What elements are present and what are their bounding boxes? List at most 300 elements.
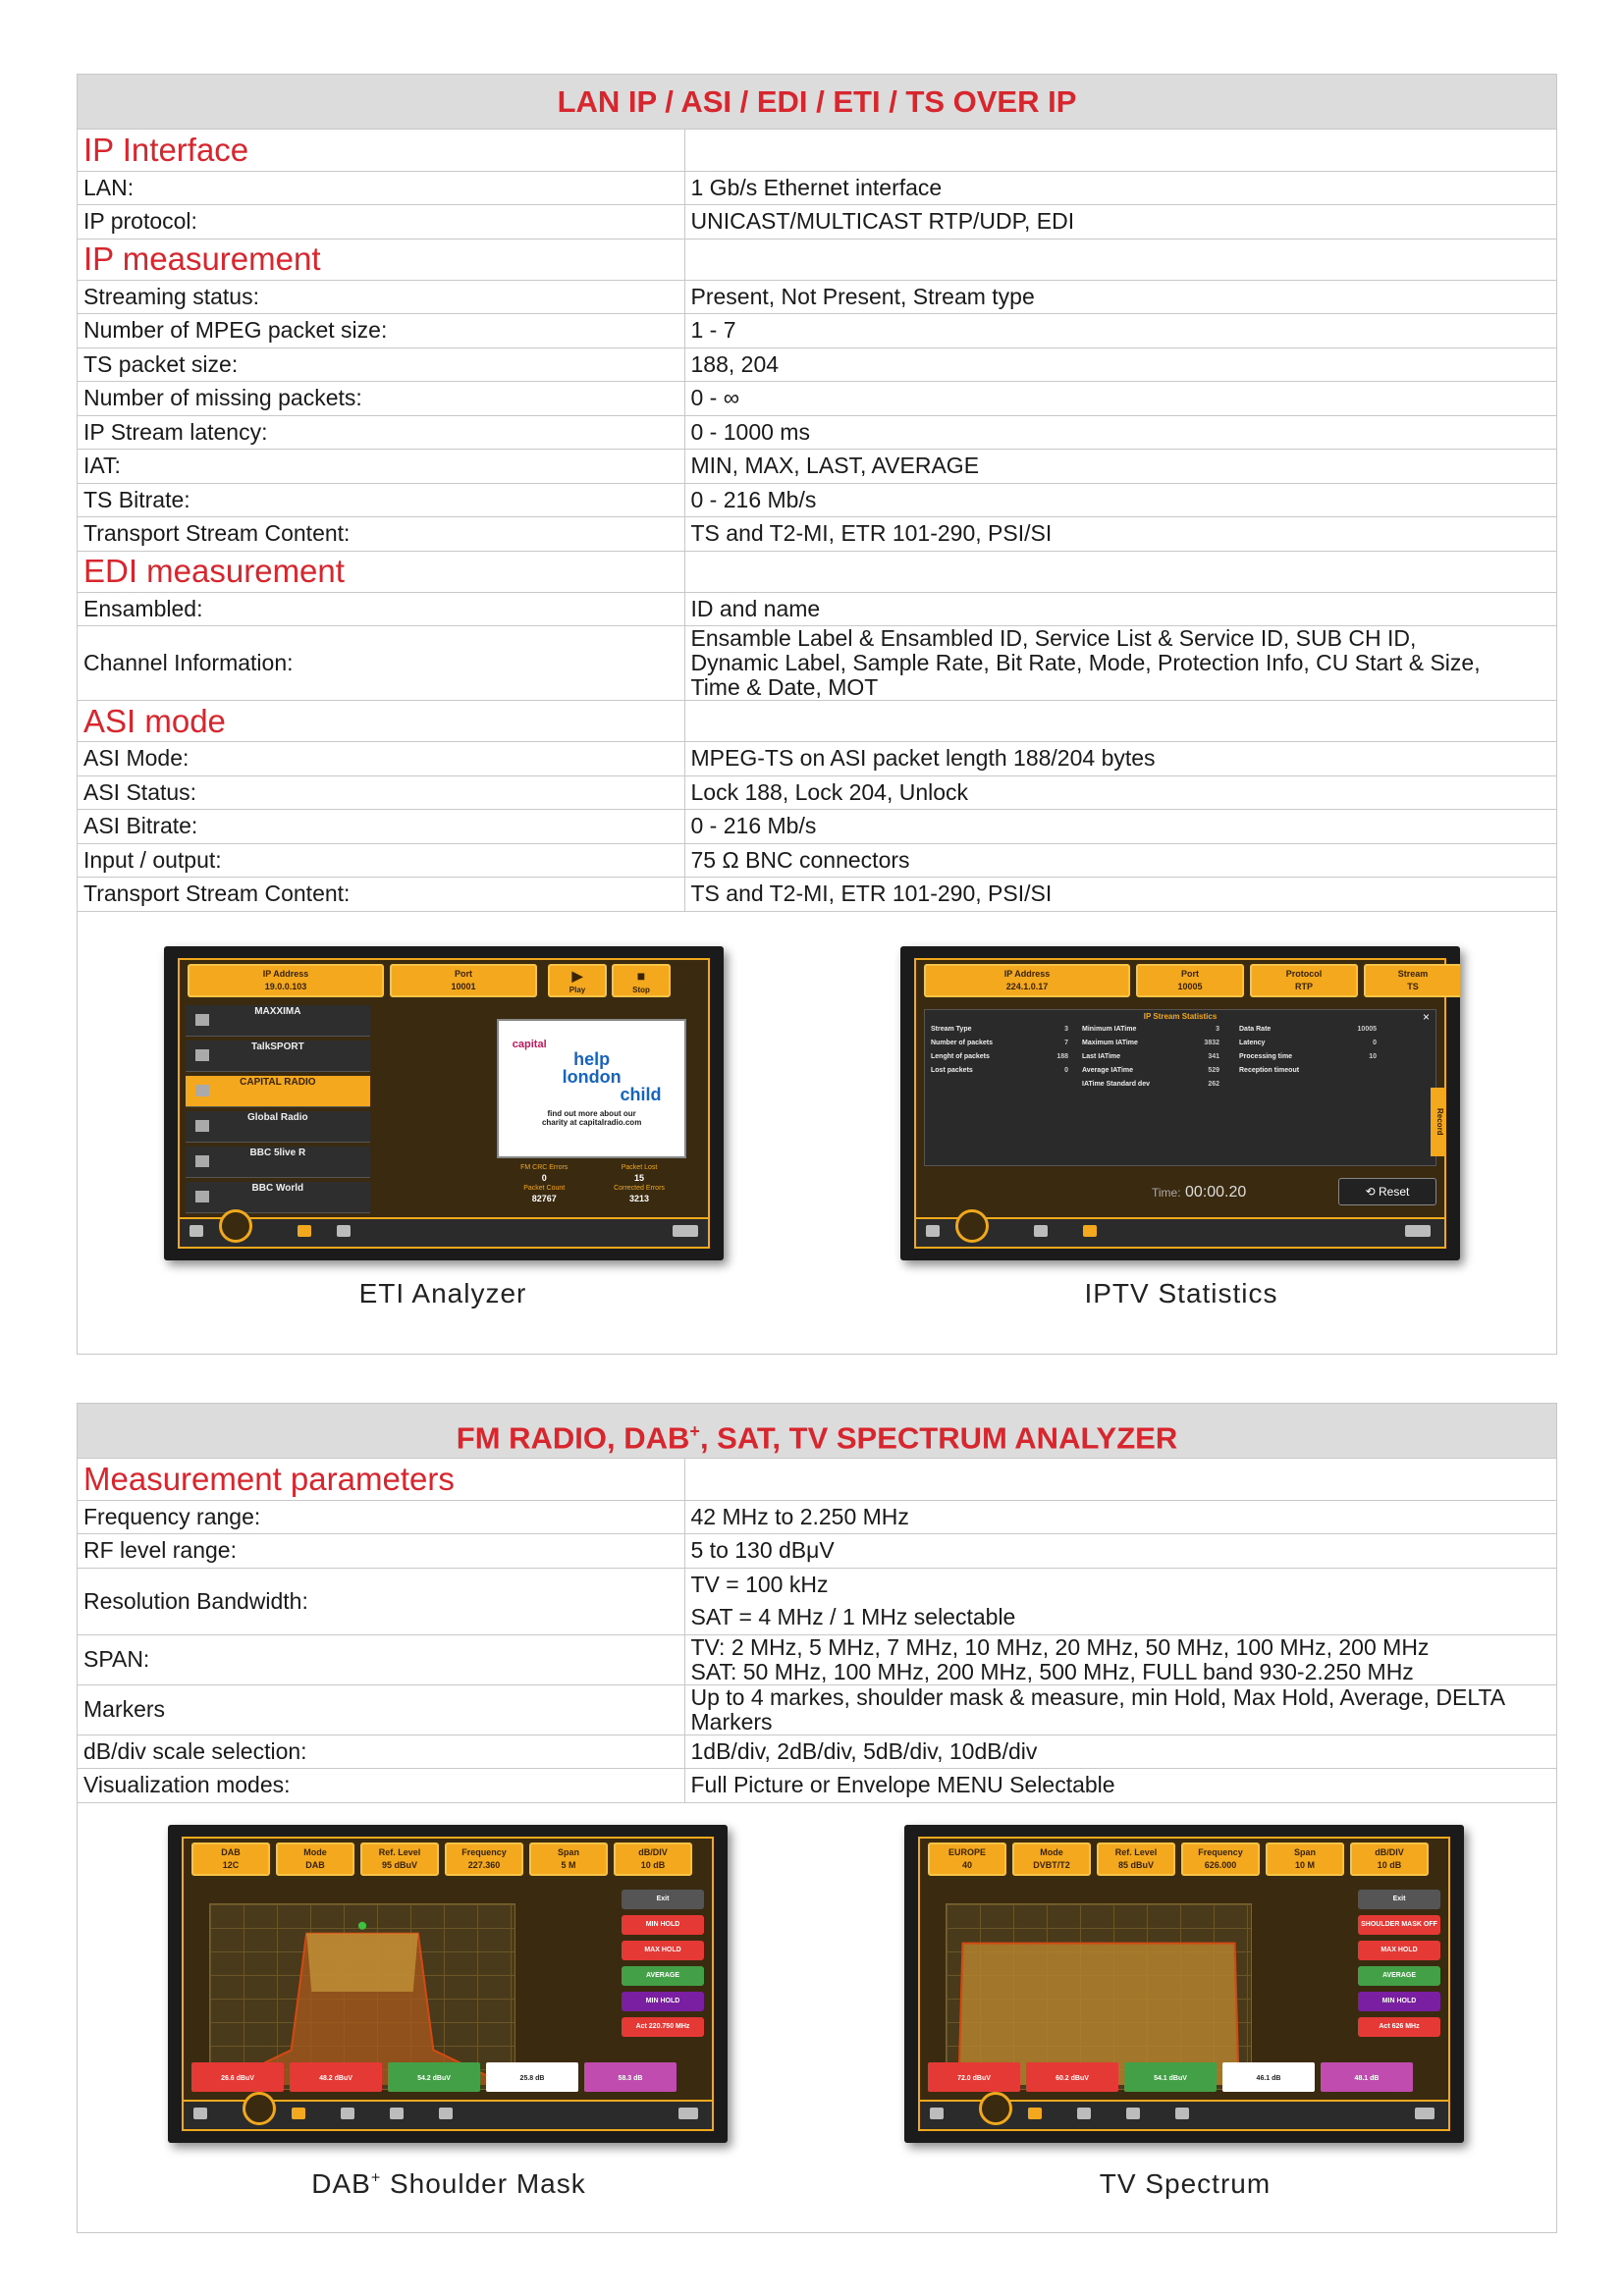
stat-row bbox=[1082, 1040, 1219, 1046]
panel-title: IP Stream Statistics bbox=[1143, 1011, 1218, 1021]
stat-name: Maximum IATime bbox=[1082, 1039, 1138, 1046]
port-value: 10001 bbox=[451, 981, 476, 991]
side-menu-button[interactable]: AVERAGE bbox=[1358, 1966, 1440, 1986]
spec-value-line: SAT = 4 MHz / 1 MHz selectable bbox=[690, 1604, 1016, 1629]
side-menu-button[interactable]: MIN HOLD bbox=[622, 1915, 704, 1935]
spec-value: 0 - 216 Mb/s bbox=[684, 810, 1556, 844]
stat-value: 3 bbox=[1216, 1025, 1219, 1033]
dab-spectrum-trace bbox=[210, 1904, 514, 2089]
spec-row bbox=[78, 1634, 1556, 1684]
spec-row bbox=[78, 171, 1556, 205]
spectrum-header-box[interactable] bbox=[529, 1842, 608, 1876]
station-detail bbox=[186, 1090, 370, 1097]
marker-box[interactable] bbox=[928, 2062, 1020, 2092]
station-name: Global Radio bbox=[247, 1111, 308, 1123]
stop-label: Stop bbox=[632, 985, 650, 994]
ad-text-1: find out more about our bbox=[547, 1108, 636, 1118]
eti-nav-bar bbox=[180, 1217, 708, 1247]
header-label: Span bbox=[1293, 1846, 1316, 1857]
tab-icon[interactable] bbox=[1175, 2108, 1189, 2119]
stat-row bbox=[1082, 1067, 1219, 1074]
tv-tab-icon[interactable] bbox=[1028, 2108, 1042, 2119]
empty-cell bbox=[684, 239, 1556, 280]
header-value: 10 M bbox=[1294, 1859, 1315, 1870]
spec-row bbox=[78, 1500, 1556, 1534]
battery-icon bbox=[673, 1225, 698, 1237]
eti-tab-icon[interactable] bbox=[298, 1225, 311, 1237]
eti-screen bbox=[178, 958, 710, 1249]
spec-value: TS and T2-MI, ETR 101-290, PSI/SI bbox=[684, 878, 1556, 912]
header-label: Protocol bbox=[1285, 968, 1323, 979]
group-heading: IP Interface bbox=[78, 130, 684, 171]
spectrum-header-box[interactable] bbox=[1012, 1842, 1091, 1876]
spec-value: TS and T2-MI, ETR 101-290, PSI/SI bbox=[684, 517, 1556, 552]
spec-label: Channel Information: bbox=[78, 626, 684, 701]
iptv-nav-bar bbox=[916, 1217, 1444, 1247]
reset-icon: ⟲ bbox=[1365, 1184, 1380, 1199]
header-value: 227.360 bbox=[467, 1859, 501, 1870]
stat-name: Number of packets bbox=[931, 1039, 994, 1046]
header-value: 626.000 bbox=[1204, 1859, 1237, 1870]
stat-name: Last IATime bbox=[1082, 1052, 1121, 1060]
header-label: Mode bbox=[1040, 1846, 1063, 1857]
marker-box[interactable] bbox=[1026, 2062, 1118, 2092]
edi-tab-icon[interactable] bbox=[337, 1225, 351, 1237]
stat-name: Average IATime bbox=[1082, 1066, 1134, 1074]
empty-cell bbox=[684, 701, 1556, 742]
ip-address-label: IP Address bbox=[262, 968, 309, 979]
spec-value: UNICAST/MULTICAST RTP/UDP, EDI bbox=[684, 205, 1556, 240]
header-value: 10 dB bbox=[640, 1859, 666, 1870]
port-label: Port bbox=[455, 968, 472, 979]
spec-value: Ensamble Label & Ensambled ID, Service List & Service ID, SUB CH ID, Dynamic Label, Sample Rate, Bit Rate, Mode, Protection Info, CU Start & Size, Time & Date, MOT bbox=[684, 626, 1556, 701]
spectrum-header-box[interactable] bbox=[1266, 1842, 1344, 1876]
spectrum-tab-icon[interactable] bbox=[1077, 2108, 1091, 2119]
spec-value: Full Picture or Envelope MENU Selectable bbox=[684, 1769, 1556, 1803]
spectrum-header-box[interactable] bbox=[928, 1842, 1006, 1876]
stat-row bbox=[1082, 1026, 1219, 1033]
section-title: LAN IP / ASI / EDI / ETI / TS OVER IP bbox=[78, 75, 1556, 130]
marker-value: 60.2 dBuV bbox=[1056, 2074, 1089, 2082]
spec-label: Ensambled: bbox=[78, 592, 684, 626]
record-tab[interactable]: Record bbox=[1431, 1088, 1444, 1156]
spec-label: TS packet size: bbox=[78, 347, 684, 382]
header-value: 10 dB bbox=[1377, 1859, 1402, 1870]
header-label: Ref. Level bbox=[1114, 1846, 1158, 1857]
ip-section bbox=[77, 74, 1557, 1355]
marker-value: 72.0 dBuV bbox=[957, 2074, 991, 2082]
marker-value: 54.1 dBuV bbox=[1154, 2074, 1187, 2082]
header-label: Ref. Level bbox=[378, 1846, 421, 1857]
marker-box[interactable] bbox=[1222, 2062, 1315, 2092]
spec-row bbox=[78, 347, 1556, 382]
stat-value: 10 bbox=[1369, 1052, 1377, 1060]
station-detail bbox=[186, 1196, 370, 1203]
mains-icon bbox=[678, 2108, 698, 2119]
audio-wave-icon bbox=[195, 1155, 209, 1167]
reset-label: Reset bbox=[1379, 1184, 1410, 1199]
stat-value: 3832 bbox=[1204, 1039, 1219, 1046]
spec-label: Transport Stream Content: bbox=[78, 878, 684, 912]
station-detail bbox=[186, 1054, 370, 1062]
spectrum-tab-icon[interactable] bbox=[341, 2108, 354, 2119]
spec-row bbox=[78, 517, 1556, 552]
close-icon[interactable]: × bbox=[1422, 1009, 1430, 1024]
spec-row bbox=[78, 775, 1556, 810]
tv-screen bbox=[918, 1837, 1450, 2131]
spec-label: IAT: bbox=[78, 450, 684, 484]
marker-value: 48.1 dB bbox=[1354, 2074, 1380, 2082]
station-name: BBC World bbox=[251, 1182, 304, 1194]
play-button[interactable] bbox=[548, 964, 607, 997]
side-menu-button[interactable]: MIN HOLD bbox=[622, 1992, 704, 2011]
header-value: 224.1.0.17 bbox=[1005, 981, 1049, 991]
iptv-statistics-screenshot bbox=[900, 946, 1460, 1260]
side-menu-button[interactable]: MAX HOLD bbox=[622, 1941, 704, 1960]
stat-row bbox=[1239, 1067, 1377, 1074]
stat-value: 529 bbox=[1208, 1066, 1219, 1074]
spec-row bbox=[78, 592, 1556, 626]
audio-wave-icon bbox=[195, 1120, 209, 1132]
iptv-header-box bbox=[1136, 964, 1244, 997]
spectrum-header-box[interactable] bbox=[360, 1842, 439, 1876]
station-list-item[interactable] bbox=[186, 1182, 370, 1213]
station-detail bbox=[186, 1160, 370, 1168]
spectrum-header-box[interactable] bbox=[191, 1842, 270, 1876]
spec-value: 5 to 130 dBμV bbox=[684, 1534, 1556, 1569]
stat-value: 0 bbox=[1064, 1066, 1068, 1074]
stat-value: 341 bbox=[1208, 1052, 1219, 1060]
marker-value: 48.2 dBuV bbox=[319, 2074, 352, 2082]
stat-value: 0 bbox=[541, 1172, 547, 1183]
spec-label: Transport Stream Content: bbox=[78, 517, 684, 552]
asi-tab-icon[interactable] bbox=[1034, 1225, 1048, 1237]
marker-value: 46.1 dB bbox=[1256, 2074, 1281, 2082]
stat-row bbox=[1239, 1053, 1377, 1060]
stat-row bbox=[1239, 1040, 1377, 1046]
play-label: Play bbox=[568, 985, 586, 994]
side-menu-button[interactable]: SHOULDER MASK OFF bbox=[1358, 1915, 1440, 1935]
group-heading-row bbox=[78, 130, 1556, 171]
eti-stats-grid bbox=[497, 1164, 687, 1203]
stat-name: Data Rate bbox=[1239, 1025, 1272, 1033]
ip-stream-stats-panel bbox=[924, 1009, 1436, 1166]
dab-screen bbox=[182, 1837, 714, 2131]
spec-value: ID and name bbox=[684, 592, 1556, 626]
stat-value: 3213 bbox=[629, 1193, 650, 1203]
dab-tab-icon[interactable] bbox=[292, 2108, 305, 2119]
spec-label: Resolution Bandwidth: bbox=[78, 1568, 684, 1634]
tab-icon[interactable] bbox=[390, 2108, 404, 2119]
header-label: Frequency bbox=[461, 1846, 507, 1857]
side-menu-button[interactable]: Act 220.750 MHz bbox=[622, 2017, 704, 2037]
iptv-statistics-caption: IPTV Statistics bbox=[1084, 1277, 1278, 1308]
spec-label: SPAN: bbox=[78, 1634, 684, 1684]
mains-icon bbox=[1415, 2108, 1435, 2119]
ad-logo-capital: capital bbox=[512, 1038, 547, 1050]
header-label: Port bbox=[1181, 968, 1199, 979]
dab-shoulder-mask-screenshot bbox=[168, 1825, 728, 2143]
spec-row bbox=[78, 626, 1556, 701]
spec-row bbox=[78, 483, 1556, 517]
station-name: CAPITAL RADIO bbox=[240, 1076, 316, 1088]
dab-mode-button[interactable] bbox=[243, 2092, 276, 2125]
stat-row bbox=[931, 1026, 1068, 1033]
group-heading: ASI mode bbox=[78, 701, 684, 742]
spec-label: ASI Mode: bbox=[78, 742, 684, 776]
stat-label: Packet Count bbox=[523, 1184, 566, 1192]
station-list-item[interactable] bbox=[186, 1005, 370, 1037]
spec-value bbox=[684, 1634, 1556, 1684]
spec-row bbox=[78, 1735, 1556, 1769]
group-heading: Measurement parameters bbox=[78, 1459, 684, 1500]
spec-row bbox=[78, 1568, 1556, 1634]
spec-value: 1dB/div, 2dB/div, 5dB/div, 10dB/div bbox=[684, 1735, 1556, 1769]
spec-label: Frequency range: bbox=[78, 1500, 684, 1534]
home-icon[interactable] bbox=[193, 2108, 207, 2119]
station-ad-panel bbox=[497, 1019, 687, 1158]
spectrum-spec-table bbox=[78, 1459, 1556, 1803]
stat-row bbox=[931, 1040, 1068, 1046]
stat-label: Packet Lost bbox=[621, 1163, 658, 1171]
side-menu-button[interactable]: MAX HOLD bbox=[1358, 1941, 1440, 1960]
spec-label: Streaming status: bbox=[78, 280, 684, 314]
marker-value: 54.2 dBuV bbox=[417, 2074, 451, 2082]
group-heading-row bbox=[78, 551, 1556, 592]
title-main: FM RADIO, DAB bbox=[456, 1420, 690, 1456]
marker-box[interactable] bbox=[388, 2062, 480, 2092]
timer bbox=[1152, 1184, 1246, 1201]
title-rest: , SAT, TV SPECTRUM ANALYZER bbox=[699, 1420, 1178, 1456]
stat-value: 3 bbox=[1064, 1025, 1068, 1033]
spec-label: dB/div scale selection: bbox=[78, 1735, 684, 1769]
spec-value: 1 - 7 bbox=[684, 314, 1556, 348]
station-list-item[interactable] bbox=[186, 1111, 370, 1143]
spec-label: Number of MPEG packet size: bbox=[78, 314, 684, 348]
stat-value: 7 bbox=[1064, 1039, 1068, 1046]
time-value: 00:00.20 bbox=[1185, 1183, 1247, 1201]
marker-box[interactable] bbox=[290, 2062, 382, 2092]
header-value: RTP bbox=[1295, 981, 1313, 991]
station-list-item[interactable] bbox=[186, 1041, 370, 1072]
title-sup: + bbox=[689, 1421, 700, 1441]
spec-value: Present, Not Present, Stream type bbox=[684, 280, 1556, 314]
iptv-tab-icon[interactable] bbox=[1083, 1225, 1097, 1237]
spectrum-header-box[interactable] bbox=[445, 1842, 523, 1876]
side-menu-button[interactable]: Exit bbox=[622, 1890, 704, 1909]
header-value: 10005 bbox=[1177, 981, 1203, 991]
header-value: 95 dBuV bbox=[381, 1859, 417, 1870]
spec-row bbox=[78, 1684, 1556, 1735]
marker-box[interactable] bbox=[584, 2062, 677, 2092]
spectrum-header-box[interactable] bbox=[1350, 1842, 1429, 1876]
ip-spec-table bbox=[78, 130, 1556, 912]
spec-row bbox=[78, 843, 1556, 878]
tv-spectrum-screenshot bbox=[904, 1825, 1464, 2143]
ad-logo-child: child bbox=[620, 1084, 662, 1104]
marker-box[interactable] bbox=[1124, 2062, 1217, 2092]
stat-name: Minimum IATime bbox=[1082, 1025, 1137, 1033]
station-list-item[interactable] bbox=[186, 1147, 370, 1178]
iptv-header-box bbox=[1250, 964, 1358, 997]
station-list-item[interactable] bbox=[186, 1076, 370, 1107]
station-detail bbox=[186, 1125, 370, 1133]
spec-value: 75 Ω BNC connectors bbox=[684, 843, 1556, 878]
stat-name: Latency bbox=[1239, 1039, 1266, 1046]
marker-value: 26.6 dBuV bbox=[221, 2074, 254, 2082]
marker-value: 58.3 dB bbox=[618, 2074, 643, 2082]
header-value: DVBT/T2 bbox=[1033, 1859, 1070, 1870]
spec-label: TS Bitrate: bbox=[78, 483, 684, 517]
spec-value bbox=[684, 1568, 1556, 1634]
stat-value: 10005 bbox=[1357, 1025, 1377, 1033]
stat-name: Stream Type bbox=[931, 1025, 972, 1033]
caption-rest: Shoulder Mask bbox=[381, 2167, 586, 2199]
station-name: TalkSPORT bbox=[250, 1041, 304, 1052]
stat-name: IATime Standard dev bbox=[1082, 1080, 1150, 1088]
spec-value: 1 Gb/s Ethernet interface bbox=[684, 171, 1556, 205]
spec-row bbox=[78, 314, 1556, 348]
spec-value: 42 MHz to 2.250 MHz bbox=[684, 1500, 1556, 1534]
time-label: Time: bbox=[1152, 1185, 1181, 1200]
eti-analyzer-caption: ETI Analyzer bbox=[358, 1277, 527, 1308]
ad-logo-help: help bbox=[573, 1048, 611, 1069]
marker-box[interactable] bbox=[486, 2062, 578, 2092]
spectrum-header-box[interactable] bbox=[614, 1842, 692, 1876]
eti-analyzer-screenshot bbox=[164, 946, 724, 1260]
spec-row bbox=[78, 280, 1556, 314]
spec-row bbox=[78, 205, 1556, 240]
stat-name: Lost packets bbox=[931, 1066, 973, 1074]
spec-value: 188, 204 bbox=[684, 347, 1556, 382]
spec-label: Visualization modes: bbox=[78, 1769, 684, 1803]
station-detail bbox=[186, 1019, 370, 1027]
spec-row bbox=[78, 1769, 1556, 1803]
header-value: 5 M bbox=[561, 1859, 576, 1870]
audio-wave-icon bbox=[195, 1085, 209, 1096]
header-value: 40 bbox=[961, 1859, 972, 1870]
spec-label: RF level range: bbox=[78, 1534, 684, 1569]
spectrum-header-box[interactable] bbox=[1181, 1842, 1260, 1876]
spec-value: Up to 4 markes, shoulder mask & measure, min Hold, Max Hold, Average, DELTA Markers bbox=[684, 1684, 1556, 1735]
header-value: TS bbox=[1407, 981, 1419, 991]
stat-row bbox=[931, 1053, 1068, 1060]
caption-main: DAB bbox=[311, 2167, 371, 2199]
spec-label: IP Stream latency: bbox=[78, 415, 684, 450]
stop-button[interactable] bbox=[612, 964, 671, 997]
stat-row bbox=[1082, 1053, 1219, 1060]
group-heading: EDI measurement bbox=[78, 551, 684, 592]
header-label: DAB bbox=[221, 1846, 241, 1857]
header-label: EUROPE bbox=[947, 1846, 986, 1857]
spec-label: ASI Bitrate: bbox=[78, 810, 684, 844]
stat-value: 188 bbox=[1056, 1052, 1068, 1060]
reset-button[interactable] bbox=[1338, 1178, 1436, 1205]
spectrum-header-box[interactable] bbox=[276, 1842, 354, 1876]
stat-label: FM CRC Errors bbox=[520, 1163, 568, 1171]
header-label: dB/DIV bbox=[638, 1846, 668, 1857]
spec-value: 0 - ∞ bbox=[684, 382, 1556, 416]
spec-label: Number of missing packets: bbox=[78, 382, 684, 416]
home-icon[interactable] bbox=[189, 1225, 203, 1237]
spec-value-line: SAT: 50 MHz, 100 MHz, 200 MHz, 500 MHz, FULL band 930-2.250 MHz bbox=[690, 1658, 1414, 1684]
group-heading-row bbox=[78, 239, 1556, 280]
station-name: BBC 5live R bbox=[249, 1147, 306, 1158]
play-icon: ▶ bbox=[571, 967, 583, 984]
ip-mode-button[interactable] bbox=[955, 1209, 989, 1243]
ip-address-box bbox=[188, 964, 384, 997]
marker-box[interactable] bbox=[191, 2062, 284, 2092]
empty-cell bbox=[684, 130, 1556, 171]
header-label: IP Address bbox=[1003, 968, 1051, 979]
stat-value: 82767 bbox=[531, 1193, 557, 1203]
group-heading-row bbox=[78, 701, 1556, 742]
header-label: Frequency bbox=[1198, 1846, 1243, 1857]
spec-value-line: TV = 100 kHz bbox=[690, 1572, 829, 1597]
spectrum-header-box[interactable] bbox=[1097, 1842, 1175, 1876]
caption-sup: + bbox=[370, 2169, 382, 2187]
iptv-screen bbox=[914, 958, 1446, 1249]
header-label: Mode bbox=[303, 1846, 327, 1857]
tab-icon[interactable] bbox=[439, 2108, 453, 2119]
spec-row bbox=[78, 415, 1556, 450]
audio-wave-icon bbox=[195, 1049, 209, 1061]
tv-mode-button[interactable] bbox=[979, 2092, 1012, 2125]
tv-spectrum-trace bbox=[947, 1904, 1251, 2089]
side-menu-button[interactable]: MIN HOLD bbox=[1358, 1992, 1440, 2011]
spec-value: Lock 188, Lock 204, Unlock bbox=[684, 775, 1556, 810]
spec-row bbox=[78, 810, 1556, 844]
stat-value: 0 bbox=[1373, 1039, 1377, 1046]
empty-cell bbox=[684, 551, 1556, 592]
stat-name: Lenght of packets bbox=[931, 1052, 990, 1060]
stat-value: 15 bbox=[634, 1172, 645, 1183]
tab-icon[interactable] bbox=[1126, 2108, 1140, 2119]
stat-name: Reception timeout bbox=[1239, 1066, 1300, 1074]
header-value: DAB bbox=[305, 1859, 325, 1870]
stop-icon: ■ bbox=[636, 967, 646, 984]
group-heading-row bbox=[78, 1459, 1556, 1500]
spec-label: Markers bbox=[78, 1684, 684, 1735]
spec-label: IP protocol: bbox=[78, 205, 684, 240]
iptv-header-box bbox=[924, 964, 1130, 997]
spec-row bbox=[78, 382, 1556, 416]
home-icon[interactable] bbox=[930, 2108, 944, 2119]
spec-label: LAN: bbox=[78, 171, 684, 205]
marker-box[interactable] bbox=[1321, 2062, 1413, 2092]
station-name: MAXXIMA bbox=[254, 1005, 301, 1017]
empty-cell bbox=[684, 1459, 1556, 1500]
stat-value: 262 bbox=[1208, 1080, 1219, 1088]
home-icon[interactable] bbox=[926, 1225, 940, 1237]
spec-value-line: TV: 2 MHz, 5 MHz, 7 MHz, 10 MHz, 20 MHz, 50 MHz, 100 MHz, 200 MHz bbox=[690, 1633, 1430, 1660]
header-label: dB/DIV bbox=[1375, 1846, 1404, 1857]
header-label: Stream bbox=[1397, 968, 1429, 979]
side-menu-button[interactable]: AVERAGE bbox=[622, 1966, 704, 1986]
side-menu-button[interactable]: Act 626 MHz bbox=[1358, 2017, 1440, 2037]
audio-wave-icon bbox=[195, 1191, 209, 1202]
ad-text-2: charity at capitalradio.com bbox=[541, 1117, 642, 1127]
spec-value: 0 - 216 Mb/s bbox=[684, 483, 1556, 517]
ip-mode-button[interactable] bbox=[219, 1209, 252, 1243]
ad-logo-london: london bbox=[562, 1066, 622, 1087]
stat-row bbox=[1082, 1081, 1219, 1088]
side-menu-button[interactable]: Exit bbox=[1358, 1890, 1440, 1909]
dab-shoulder-caption bbox=[203, 2168, 694, 2200]
header-value: 12C bbox=[222, 1859, 240, 1870]
tv-spectrum-caption: TV Spectrum bbox=[1099, 2167, 1272, 2199]
spectrum-section bbox=[77, 1403, 1557, 2233]
